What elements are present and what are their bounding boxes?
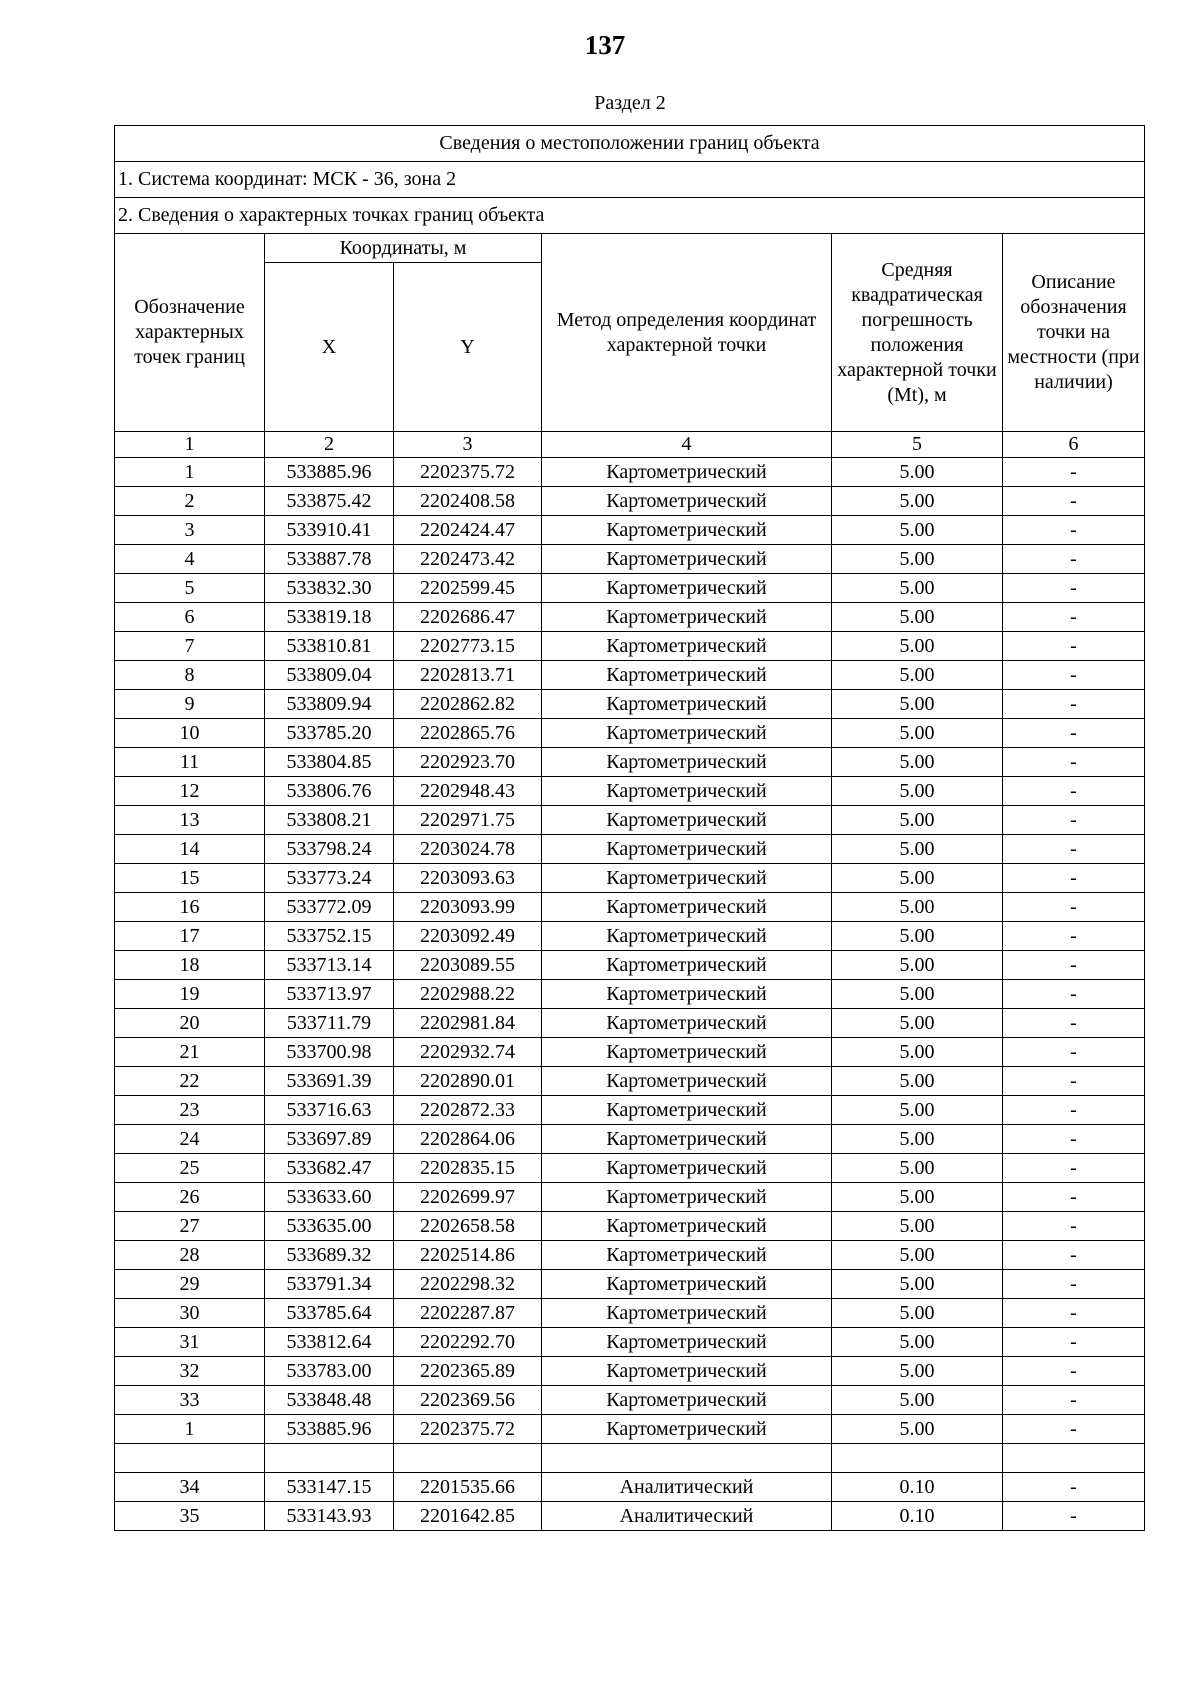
cell-description: -	[1003, 719, 1145, 748]
table-row	[115, 545, 1145, 574]
cell-error: 5.00	[832, 1038, 1003, 1067]
cell-point-number: 28	[115, 1241, 265, 1270]
cell-description	[1003, 1444, 1145, 1473]
header-method: Метод определения координат характерной точки	[542, 234, 832, 432]
header-error: Средняя квадратическая погрешность положения характерной точки (Mt), м	[832, 234, 1003, 432]
table-row	[115, 777, 1145, 806]
cell-y: 2202988.22	[394, 980, 542, 1009]
cell-error: 5.00	[832, 719, 1003, 748]
cell-x: 533711.79	[265, 1009, 394, 1038]
cell-description: -	[1003, 1212, 1145, 1241]
cell-description: -	[1003, 574, 1145, 603]
table-row	[115, 1067, 1145, 1096]
cell-y: 2202365.89	[394, 1357, 542, 1386]
cell-y: 2202835.15	[394, 1154, 542, 1183]
table-row	[115, 1212, 1145, 1241]
cell-y: 2202864.06	[394, 1125, 542, 1154]
cell-description: -	[1003, 632, 1145, 661]
cell-y: 2202599.45	[394, 574, 542, 603]
column-numbers-row	[115, 432, 1145, 458]
cell-method: Картометрический	[542, 661, 832, 690]
cell-point-number: 22	[115, 1067, 265, 1096]
table-row	[115, 1270, 1145, 1299]
header-y: Y	[394, 263, 542, 432]
table-row	[115, 719, 1145, 748]
table-row	[115, 574, 1145, 603]
cell-error: 5.00	[832, 1357, 1003, 1386]
table-row	[115, 1096, 1145, 1125]
cell-method: Картометрический	[542, 1212, 832, 1241]
cell-x: 533809.04	[265, 661, 394, 690]
column-number: 3	[394, 432, 542, 458]
cell-y: 2202658.58	[394, 1212, 542, 1241]
cell-error: 5.00	[832, 1241, 1003, 1270]
cell-point-number: 21	[115, 1038, 265, 1067]
cell-y: 2202932.74	[394, 1038, 542, 1067]
cell-x: 533147.15	[265, 1473, 394, 1502]
cell-x: 533885.96	[265, 1415, 394, 1444]
cell-x: 533689.32	[265, 1241, 394, 1270]
cell-x	[265, 1444, 394, 1473]
column-number: 6	[1003, 432, 1145, 458]
table-row	[115, 603, 1145, 632]
cell-method: Картометрический	[542, 806, 832, 835]
cell-x: 533875.42	[265, 487, 394, 516]
cell-error: 5.00	[832, 748, 1003, 777]
cell-method: Картометрический	[542, 545, 832, 574]
cell-x: 533783.00	[265, 1357, 394, 1386]
cell-y: 2202287.87	[394, 1299, 542, 1328]
table-row	[115, 1183, 1145, 1212]
cell-method: Картометрический	[542, 748, 832, 777]
table-row	[115, 893, 1145, 922]
cell-method: Картометрический	[542, 1038, 832, 1067]
cell-method: Картометрический	[542, 632, 832, 661]
header-coordinates: Координаты, м	[265, 234, 542, 263]
cell-y: 2202948.43	[394, 777, 542, 806]
cell-description: -	[1003, 1328, 1145, 1357]
cell-error: 5.00	[832, 632, 1003, 661]
cell-y: 2202375.72	[394, 458, 542, 487]
table-row	[115, 951, 1145, 980]
cell-x: 533700.98	[265, 1038, 394, 1067]
cell-description: -	[1003, 864, 1145, 893]
cell-method: Картометрический	[542, 1328, 832, 1357]
cell-method: Аналитический	[542, 1502, 832, 1531]
cell-y: 2202865.76	[394, 719, 542, 748]
cell-point-number: 24	[115, 1125, 265, 1154]
cell-point-number: 31	[115, 1328, 265, 1357]
cell-y: 2202971.75	[394, 806, 542, 835]
cell-point-number: 23	[115, 1096, 265, 1125]
cell-description: -	[1003, 1473, 1145, 1502]
cell-description: -	[1003, 951, 1145, 980]
cell-method: Картометрический	[542, 690, 832, 719]
cell-y: 2202773.15	[394, 632, 542, 661]
cell-description: -	[1003, 835, 1145, 864]
cell-error: 5.00	[832, 1386, 1003, 1415]
cell-method: Картометрический	[542, 1299, 832, 1328]
cell-description: -	[1003, 1038, 1145, 1067]
cell-description: -	[1003, 1154, 1145, 1183]
cell-method	[542, 1444, 832, 1473]
cell-description: -	[1003, 603, 1145, 632]
cell-description: -	[1003, 922, 1145, 951]
cell-description: -	[1003, 777, 1145, 806]
cell-error: 5.00	[832, 980, 1003, 1009]
cell-point-number: 4	[115, 545, 265, 574]
cell-error: 5.00	[832, 603, 1003, 632]
cell-point-number: 34	[115, 1473, 265, 1502]
cell-x: 533910.41	[265, 516, 394, 545]
cell-error: 0.10	[832, 1502, 1003, 1531]
cell-method: Картометрический	[542, 893, 832, 922]
cell-method: Картометрический	[542, 1125, 832, 1154]
cell-method: Картометрический	[542, 864, 832, 893]
table-row	[115, 516, 1145, 545]
cell-x: 533806.76	[265, 777, 394, 806]
cell-y: 2203092.49	[394, 922, 542, 951]
cell-error: 5.00	[832, 1270, 1003, 1299]
cell-point-number: 5	[115, 574, 265, 603]
cell-method: Картометрический	[542, 1154, 832, 1183]
cell-error: 5.00	[832, 516, 1003, 545]
cell-x: 533785.20	[265, 719, 394, 748]
cell-description: -	[1003, 458, 1145, 487]
cell-x: 533804.85	[265, 748, 394, 777]
table-row	[115, 1241, 1145, 1270]
cell-method: Картометрический	[542, 777, 832, 806]
cell-description: -	[1003, 487, 1145, 516]
cell-x: 533713.14	[265, 951, 394, 980]
cell-point-number: 12	[115, 777, 265, 806]
cell-description: -	[1003, 980, 1145, 1009]
cell-y: 2202292.70	[394, 1328, 542, 1357]
cell-point-number: 30	[115, 1299, 265, 1328]
cell-error: 5.00	[832, 777, 1003, 806]
points-heading: 2. Сведения о характерных точках границ объекта	[115, 198, 1145, 234]
cell-y: 2202981.84	[394, 1009, 542, 1038]
cell-description: -	[1003, 690, 1145, 719]
cell-x: 533691.39	[265, 1067, 394, 1096]
cell-description: -	[1003, 545, 1145, 574]
cell-point-number: 29	[115, 1270, 265, 1299]
cell-method: Картометрический	[542, 1009, 832, 1038]
cell-method: Картометрический	[542, 1067, 832, 1096]
cell-method: Картометрический	[542, 1270, 832, 1299]
header-designation: Обозначение характерных точек границ	[115, 234, 265, 432]
column-number: 1	[115, 432, 265, 458]
cell-x: 533887.78	[265, 545, 394, 574]
cell-error	[832, 1444, 1003, 1473]
boundary-points-table	[114, 125, 1145, 1531]
cell-point-number: 13	[115, 806, 265, 835]
cell-point-number: 15	[115, 864, 265, 893]
section-label: Раздел 2	[594, 92, 666, 114]
cell-x: 533752.15	[265, 922, 394, 951]
cell-error: 5.00	[832, 458, 1003, 487]
cell-point-number: 16	[115, 893, 265, 922]
column-number: 5	[832, 432, 1003, 458]
cell-point-number: 33	[115, 1386, 265, 1415]
table-row	[115, 1473, 1145, 1502]
cell-point-number: 18	[115, 951, 265, 980]
cell-error: 5.00	[832, 1328, 1003, 1357]
cell-error: 5.00	[832, 893, 1003, 922]
cell-point-number: 19	[115, 980, 265, 1009]
cell-description: -	[1003, 661, 1145, 690]
cell-y: 2202686.47	[394, 603, 542, 632]
cell-point-number: 26	[115, 1183, 265, 1212]
cell-method: Картометрический	[542, 1357, 832, 1386]
table-row	[115, 1038, 1145, 1067]
cell-y: 2202375.72	[394, 1415, 542, 1444]
cell-method: Картометрический	[542, 1241, 832, 1270]
cell-point-number: 25	[115, 1154, 265, 1183]
cell-error: 5.00	[832, 1212, 1003, 1241]
cell-x: 533697.89	[265, 1125, 394, 1154]
cell-description: -	[1003, 1386, 1145, 1415]
cell-y: 2201535.66	[394, 1473, 542, 1502]
table-row	[115, 1415, 1145, 1444]
cell-description: -	[1003, 1125, 1145, 1154]
cell-point-number: 32	[115, 1357, 265, 1386]
cell-method: Картометрический	[542, 1415, 832, 1444]
table-body	[115, 458, 1145, 1531]
cell-y: 2202862.82	[394, 690, 542, 719]
cell-description: -	[1003, 1299, 1145, 1328]
cell-method: Картометрический	[542, 1183, 832, 1212]
cell-x: 533810.81	[265, 632, 394, 661]
column-number: 4	[542, 432, 832, 458]
cell-error: 5.00	[832, 1125, 1003, 1154]
cell-error: 5.00	[832, 1096, 1003, 1125]
cell-y: 2203089.55	[394, 951, 542, 980]
cell-point-number: 1	[115, 458, 265, 487]
cell-y: 2203024.78	[394, 835, 542, 864]
table-row	[115, 1299, 1145, 1328]
cell-method: Картометрический	[542, 574, 832, 603]
cell-method: Картометрический	[542, 980, 832, 1009]
cell-y: 2202369.56	[394, 1386, 542, 1415]
cell-y: 2202813.71	[394, 661, 542, 690]
cell-x: 533785.64	[265, 1299, 394, 1328]
cell-description: -	[1003, 516, 1145, 545]
cell-y: 2203093.63	[394, 864, 542, 893]
cell-x: 533819.18	[265, 603, 394, 632]
cell-method: Картометрический	[542, 951, 832, 980]
cell-y: 2202699.97	[394, 1183, 542, 1212]
cell-x: 533798.24	[265, 835, 394, 864]
cell-x: 533809.94	[265, 690, 394, 719]
cell-description: -	[1003, 806, 1145, 835]
table-row	[115, 1357, 1145, 1386]
cell-method: Аналитический	[542, 1473, 832, 1502]
table-row	[115, 1154, 1145, 1183]
table-row	[115, 690, 1145, 719]
table-row	[115, 661, 1145, 690]
cell-y: 2202424.47	[394, 516, 542, 545]
cell-x: 533143.93	[265, 1502, 394, 1531]
cell-error: 5.00	[832, 1183, 1003, 1212]
cell-y: 2202872.33	[394, 1096, 542, 1125]
table-row	[115, 632, 1145, 661]
cell-error: 5.00	[832, 1154, 1003, 1183]
cell-description: -	[1003, 1357, 1145, 1386]
cell-x: 533772.09	[265, 893, 394, 922]
cell-method: Картометрический	[542, 719, 832, 748]
cell-point-number: 7	[115, 632, 265, 661]
cell-error: 5.00	[832, 574, 1003, 603]
cell-method: Картометрический	[542, 1386, 832, 1415]
cell-point-number: 11	[115, 748, 265, 777]
table-row	[115, 1386, 1145, 1415]
cell-method: Картометрический	[542, 835, 832, 864]
cell-description: -	[1003, 748, 1145, 777]
page-number: 137	[584, 30, 626, 60]
cell-point-number: 9	[115, 690, 265, 719]
cell-x: 533832.30	[265, 574, 394, 603]
cell-description: -	[1003, 1009, 1145, 1038]
cell-y: 2201642.85	[394, 1502, 542, 1531]
coordinate-system: 1. Система координат: МСК - 36, зона 2	[115, 162, 1145, 198]
cell-x: 533791.34	[265, 1270, 394, 1299]
table-row	[115, 748, 1145, 777]
cell-error: 5.00	[832, 1067, 1003, 1096]
cell-x: 533773.24	[265, 864, 394, 893]
table-row	[115, 458, 1145, 487]
cell-x: 533848.48	[265, 1386, 394, 1415]
table-row	[115, 1502, 1145, 1531]
cell-point-number	[115, 1444, 265, 1473]
table-row	[115, 806, 1145, 835]
cell-error: 5.00	[832, 864, 1003, 893]
cell-error: 5.00	[832, 690, 1003, 719]
cell-point-number: 14	[115, 835, 265, 864]
cell-point-number: 20	[115, 1009, 265, 1038]
cell-error: 5.00	[832, 951, 1003, 980]
table-row	[115, 922, 1145, 951]
cell-y: 2203093.99	[394, 893, 542, 922]
cell-method: Картометрический	[542, 458, 832, 487]
cell-method: Картометрический	[542, 922, 832, 951]
cell-x: 533635.00	[265, 1212, 394, 1241]
cell-x: 533885.96	[265, 458, 394, 487]
cell-description: -	[1003, 1183, 1145, 1212]
column-number: 2	[265, 432, 394, 458]
table-title: Сведения о местоположении границ объекта	[115, 126, 1145, 162]
cell-x: 533716.63	[265, 1096, 394, 1125]
cell-error: 5.00	[832, 1299, 1003, 1328]
cell-x: 533682.47	[265, 1154, 394, 1183]
cell-y: 2202890.01	[394, 1067, 542, 1096]
cell-y: 2202923.70	[394, 748, 542, 777]
cell-x: 533713.97	[265, 980, 394, 1009]
cell-point-number: 10	[115, 719, 265, 748]
cell-method: Картометрический	[542, 516, 832, 545]
cell-point-number: 2	[115, 487, 265, 516]
cell-y: 2202473.42	[394, 545, 542, 574]
cell-point-number: 27	[115, 1212, 265, 1241]
cell-point-number: 8	[115, 661, 265, 690]
cell-y	[394, 1444, 542, 1473]
cell-error: 5.00	[832, 545, 1003, 574]
table-row	[115, 1009, 1145, 1038]
cell-description: -	[1003, 1502, 1145, 1531]
cell-method: Картометрический	[542, 487, 832, 516]
cell-x: 533808.21	[265, 806, 394, 835]
cell-error: 5.00	[832, 1009, 1003, 1038]
cell-method: Картометрический	[542, 1096, 832, 1125]
cell-description: -	[1003, 1270, 1145, 1299]
cell-description: -	[1003, 1067, 1145, 1096]
table-row	[115, 1444, 1145, 1473]
table-row	[115, 1328, 1145, 1357]
cell-error: 5.00	[832, 1415, 1003, 1444]
cell-method: Картометрический	[542, 603, 832, 632]
table-row	[115, 487, 1145, 516]
cell-point-number: 1	[115, 1415, 265, 1444]
header-x: X	[265, 263, 394, 432]
cell-error: 5.00	[832, 835, 1003, 864]
cell-y: 2202514.86	[394, 1241, 542, 1270]
cell-error: 5.00	[832, 661, 1003, 690]
cell-description: -	[1003, 1096, 1145, 1125]
cell-error: 5.00	[832, 922, 1003, 951]
cell-point-number: 3	[115, 516, 265, 545]
cell-description: -	[1003, 893, 1145, 922]
table-row	[115, 1125, 1145, 1154]
cell-description: -	[1003, 1415, 1145, 1444]
cell-x: 533812.64	[265, 1328, 394, 1357]
table-row	[115, 980, 1145, 1009]
cell-error: 0.10	[832, 1473, 1003, 1502]
cell-description: -	[1003, 1241, 1145, 1270]
cell-error: 5.00	[832, 487, 1003, 516]
header-description: Описание обозначения точки на местности (при наличии)	[1003, 234, 1145, 432]
cell-y: 2202298.32	[394, 1270, 542, 1299]
cell-error: 5.00	[832, 806, 1003, 835]
cell-point-number: 17	[115, 922, 265, 951]
cell-y: 2202408.58	[394, 487, 542, 516]
table-row	[115, 864, 1145, 893]
cell-point-number: 6	[115, 603, 265, 632]
cell-x: 533633.60	[265, 1183, 394, 1212]
table-row	[115, 835, 1145, 864]
cell-point-number: 35	[115, 1502, 265, 1531]
